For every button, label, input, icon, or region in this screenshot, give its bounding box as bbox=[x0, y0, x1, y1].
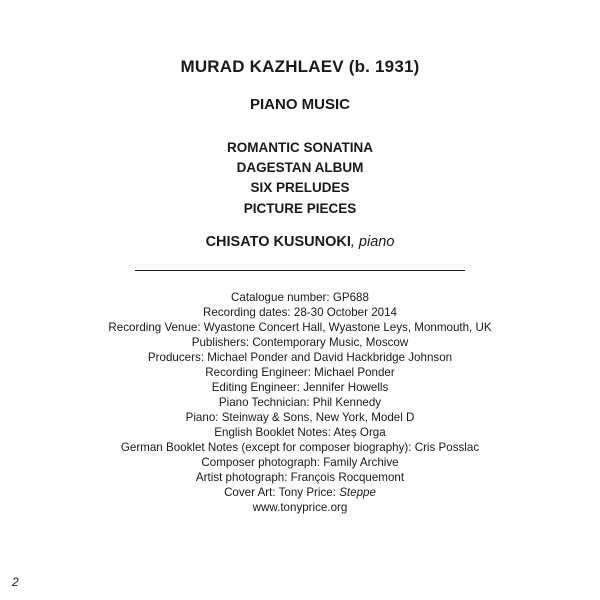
recording-dates: Recording dates: 28-30 October 2014 bbox=[203, 306, 397, 319]
english-booklet-notes: English Booklet Notes: Ateș Orga bbox=[214, 426, 386, 439]
page-number: 2 bbox=[12, 575, 19, 589]
work-title: SIX PRELUDES bbox=[250, 180, 350, 195]
work-title: ROMANTIC SONATINA bbox=[227, 140, 373, 155]
genre-heading: PIANO MUSIC bbox=[249, 96, 350, 113]
producers: Producers: Michael Ponder and David Hackbridge Johnson bbox=[147, 351, 453, 364]
piano-model: Piano: Steinway & Sons, New York, Model D bbox=[185, 411, 415, 424]
recording-venue: Recording Venue: Wyastone Concert Hall, Wyastone Leys, Monmouth, UK bbox=[108, 321, 492, 334]
recording-engineer: Recording Engineer: Michael Ponder bbox=[205, 366, 395, 379]
cover-art-title: Steppe bbox=[339, 486, 376, 499]
credits-block bbox=[0, 290, 600, 515]
website-link[interactable]: www.tonyprice.org bbox=[252, 501, 348, 514]
piano-technician: Piano Technician: Phil Kennedy bbox=[218, 396, 382, 409]
cover-art bbox=[0, 485, 600, 500]
divider-rule bbox=[135, 270, 465, 271]
artist-photograph: Artist photograph: François Rocquemont bbox=[195, 471, 405, 484]
performer-name: CHISATO KUSUNOKI bbox=[205, 234, 351, 250]
performer-line bbox=[0, 234, 600, 250]
performer-instrument: , piano bbox=[350, 234, 395, 250]
catalogue-number: Catalogue number: GP688 bbox=[231, 291, 369, 304]
work-title: PICTURE PIECES bbox=[243, 201, 357, 216]
cover-art-label: Cover Art: Tony Price: bbox=[224, 486, 340, 499]
work-title: DAGESTAN ALBUM bbox=[236, 160, 364, 175]
editing-engineer: Editing Engineer: Jennifer Howells bbox=[211, 381, 389, 394]
german-booklet-notes: German Booklet Notes (except for composer biography): Cris Posslac bbox=[120, 441, 480, 454]
composer-photograph: Composer photograph: Family Archive bbox=[201, 456, 399, 469]
publishers: Publishers: Contemporary Music, Moscow bbox=[191, 336, 409, 349]
works-list bbox=[0, 138, 600, 219]
composer-heading: MURAD KAZHLAEV (b. 1931) bbox=[180, 57, 420, 76]
